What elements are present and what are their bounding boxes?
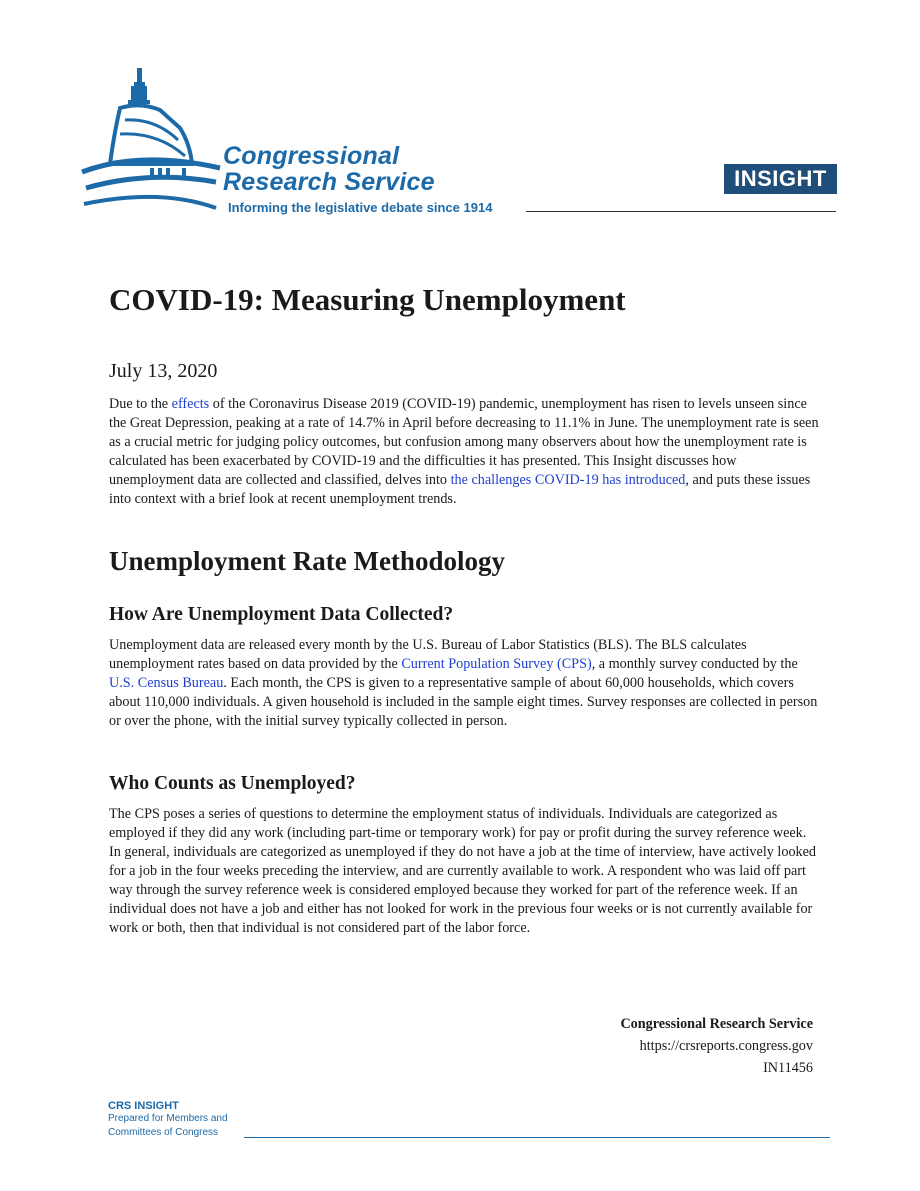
header-divider bbox=[526, 211, 836, 212]
intro-text-1: Due to the bbox=[109, 396, 172, 412]
footer-id: IN11456 bbox=[763, 1060, 813, 1076]
crs-insight-title: CRS INSIGHT bbox=[108, 1100, 179, 1112]
footer-url[interactable]: https://crsreports.congress.gov bbox=[639, 1038, 813, 1054]
crs-insight-label bbox=[108, 1100, 228, 1140]
section-heading: Unemployment Rate Methodology bbox=[109, 546, 505, 576]
intro-text-2: of the Coronavirus Disease 2019 (COVID-19) pandemic, unemployment has risen to levels unseen since the Great Depression, peaking at a rate of 14.7% in April before decreasing to 11.1% in June. The unemployment rate is seen as a crucial metric for judging policy outcomes, but confusion among many observers about how the unemployment rate is calculated has been exacerbated by COVID-19 and the difficulties it has presented. This Insight discusses how unemployment data are collected and classified, delves into bbox=[109, 396, 819, 488]
insight-badge: INSIGHT bbox=[724, 164, 837, 194]
prepared-line-2: Committees of Congress bbox=[108, 1127, 219, 1138]
collection-text-2: , a monthly survey conducted by the bbox=[591, 656, 798, 672]
org-name-line1: Congressional bbox=[223, 142, 400, 170]
who-counts-paragraph: The CPS poses a series of questions to determine the employment status of individuals. Individuals are categorized as employed if they did any work (including part-time or temporary work) for pay or profit during the survey reference week. In general, individuals are categorized as unemployed if they do not have a job at the time of interview, have actively looked for a job in the four weeks preceding the interview, and are currently available to work. A respondent who was laid off part way through the survey reference week is considered employed because they worked for part of the reference week. If an individual does not have a job and either has not looked for work in the previous four weeks or is not currently available for work or both, then that individual is not considered part of the labor force. bbox=[109, 806, 817, 936]
subheading-who-counts: Who Counts as Unemployed? bbox=[109, 773, 356, 794]
subheading-data-collection: How Are Unemployment Data Collected? bbox=[109, 604, 454, 625]
prepared-line-1: Prepared for Members and bbox=[108, 1113, 228, 1124]
challenges-link[interactable]: the challenges COVID-19 has introduced bbox=[450, 472, 686, 488]
collection-text-1: Unemployment data are released every month by the U.S. Bureau of Labor Statistics (BLS). The BLS calculates unemployment rates based on data provided by the bbox=[109, 637, 747, 672]
org-tagline: Informing the legislative debate since 1914 bbox=[228, 200, 493, 215]
intro-paragraph bbox=[109, 395, 819, 509]
footer-org: Congressional Research Service bbox=[620, 1016, 813, 1032]
intro-text-3: , and puts these issues into context with a brief look at recent unemployment trends. bbox=[109, 472, 811, 507]
org-name-line2: Research Service bbox=[223, 168, 435, 196]
document-date: July 13, 2020 bbox=[109, 360, 218, 382]
cps-link[interactable]: Current Population Survey (CPS) bbox=[401, 656, 592, 672]
footer-citation bbox=[620, 1013, 813, 1079]
document-title: COVID-19: Measuring Unemployment bbox=[109, 282, 626, 317]
census-bureau-link[interactable]: U.S. Census Bureau bbox=[109, 675, 224, 691]
data-collection-paragraph bbox=[109, 636, 819, 731]
effects-link[interactable]: effects bbox=[171, 396, 210, 412]
footer-divider bbox=[244, 1137, 830, 1138]
collection-text-3: . Each month, the CPS is given to a representative sample of about 60,000 households, which covers about 110,000 individuals. A given household is included in the sample eight times. Survey responses are collected in person or over the phone, with the initial survey typically collected in person. bbox=[109, 675, 818, 729]
